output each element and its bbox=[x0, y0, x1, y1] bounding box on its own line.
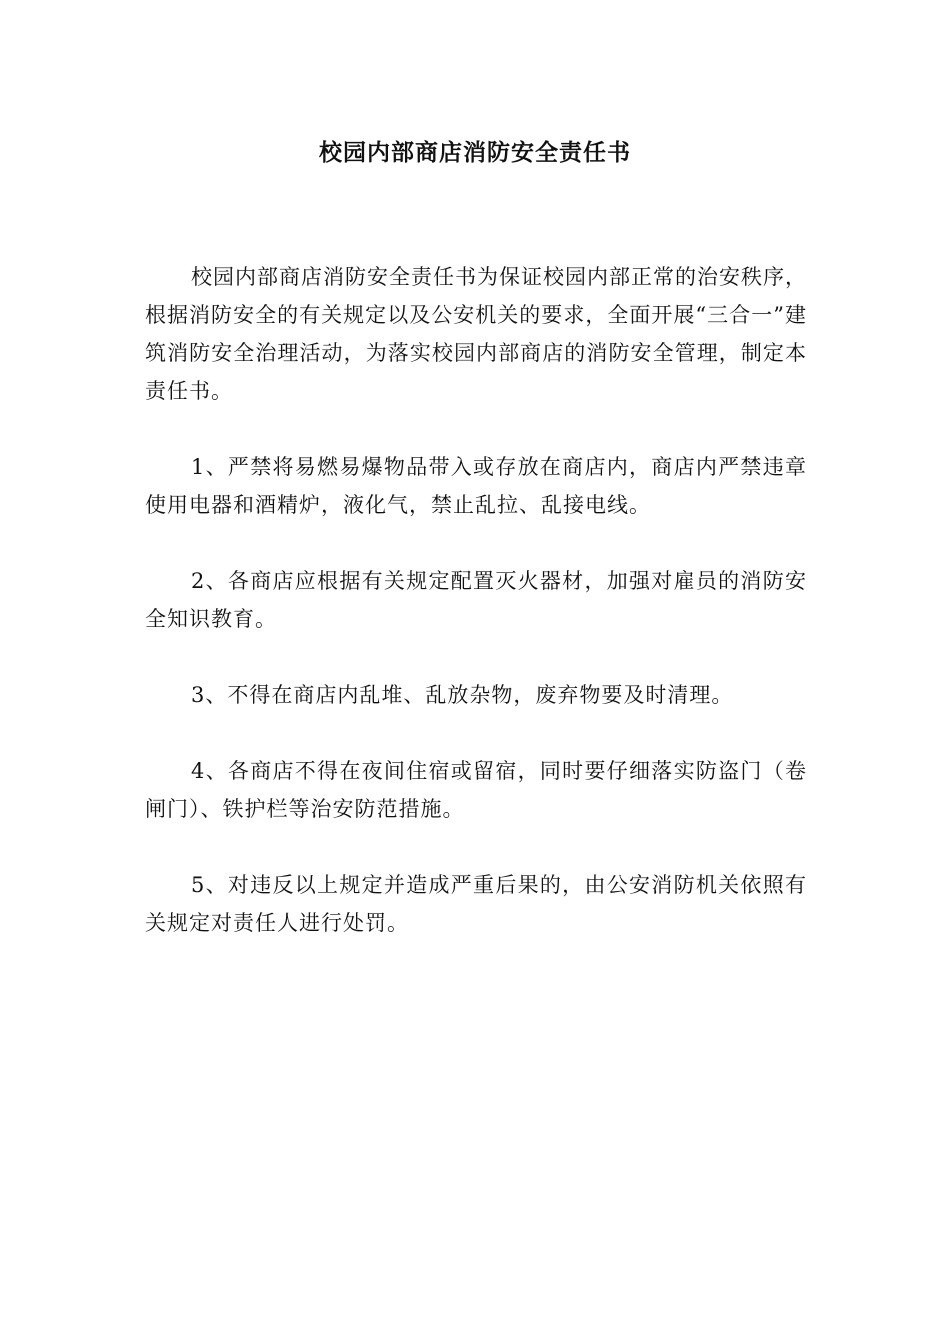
clause-3-paragraph: 3、不得在商店内乱堆、乱放杂物，废弃物要及时清理。 bbox=[191, 683, 734, 707]
clause-2-paragraph: 2、各商店应根据有关规定配置灭火器材，加强对雇员的消防安全知识教育。 bbox=[145, 569, 807, 631]
clause-4-paragraph: 4、各商店不得在夜间住宿或留宿，同时要仔细落实防盗门（卷闸门）、铁护栏等治安防范措施。 bbox=[145, 759, 807, 821]
document-body bbox=[145, 258, 807, 942]
preamble-paragraph: 校园内部商店消防安全责任书为保证校园内部正常的治安秩序，根据消防安全的有关规定以及公安机关的要求，全面开展“三合一”建筑消防安全治理活动，为落实校园内部商店的消防安全管理，制定本责任书。 bbox=[145, 265, 807, 403]
document-title: 校园内部商店消防安全责任书 bbox=[319, 139, 631, 166]
clause-5-paragraph: 5、对违反以上规定并造成严重后果的，由公安消防机关依照有关规定对责任人进行处罚。 bbox=[145, 873, 807, 935]
clause-1-paragraph: 1、严禁将易燃易爆物品带入或存放在商店内，商店内严禁违章使用电器和酒精炉，液化气，禁止乱拉、乱接电线。 bbox=[145, 455, 807, 517]
